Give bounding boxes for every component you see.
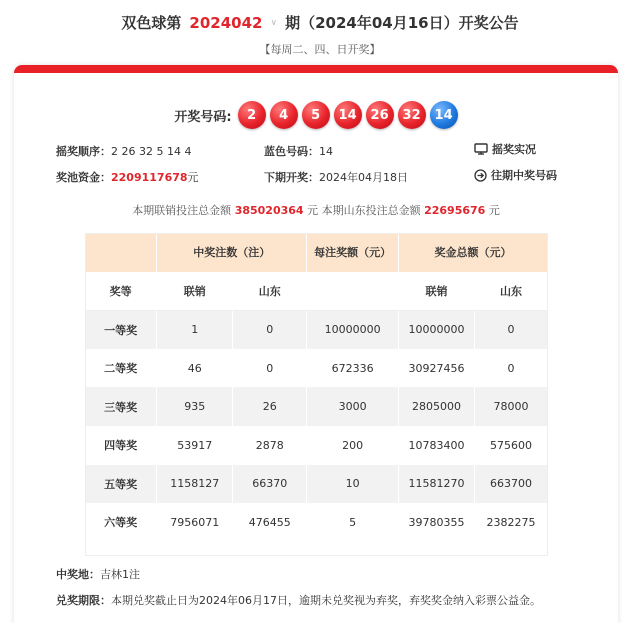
header-total: 奖金总额（元） — [399, 233, 548, 272]
table-sub-header — [85, 272, 548, 311]
per-bet: 672336 — [307, 349, 399, 388]
winner-location-label: 中奖地： — [56, 568, 100, 581]
result-card — [14, 65, 618, 623]
arrow-circle-icon[interactable] — [474, 169, 487, 182]
draw-video-link[interactable] — [474, 141, 536, 157]
red-ball: 4 — [270, 101, 298, 129]
total-sd: 575600 — [475, 426, 548, 465]
red-ball: 14 — [334, 101, 362, 129]
draw-video-label[interactable]: 摇奖实况 — [492, 143, 536, 156]
winners-joint: 1 — [157, 310, 233, 349]
total-joint: 10783400 — [399, 426, 475, 465]
prize-level: 六等奖 — [85, 503, 157, 542]
title-suffix: 期（2024年04月16日）开奖公告 — [285, 14, 519, 32]
joint-sales-prefix: 本期联销投注总金额 — [132, 204, 232, 217]
per-bet: 5 — [307, 503, 399, 542]
winner-location-value: 吉林1注 — [100, 568, 140, 581]
claim-deadline-label: 兑奖期限： — [56, 594, 111, 607]
winners-sd: 2878 — [233, 426, 307, 465]
shandong-sales-amount: 22695676 — [424, 204, 486, 217]
winners-joint: 935 — [157, 387, 233, 426]
header-total-joint: 联销 — [399, 272, 475, 311]
total-sd: 2382275 — [475, 503, 548, 542]
total-sd: 0 — [475, 349, 548, 388]
header-winners-joint: 联销 — [157, 272, 233, 311]
prize-pool-unit: 元 — [187, 171, 199, 184]
total-sd: 78000 — [475, 387, 548, 426]
total-sd: 0 — [475, 310, 548, 349]
red-ball: 2 — [238, 101, 266, 129]
table-row — [85, 310, 548, 349]
prize-level: 五等奖 — [85, 465, 157, 504]
prize-level: 三等奖 — [85, 387, 157, 426]
issue-number[interactable]: 2024042 — [189, 13, 263, 32]
sales-unit: 元 — [488, 204, 500, 217]
table-group-header — [85, 233, 548, 272]
winners-sd: 26 — [233, 387, 307, 426]
prize-table — [85, 233, 548, 542]
total-sd: 663700 — [475, 465, 548, 504]
red-ball: 32 — [398, 101, 426, 129]
announcement-header — [0, 12, 640, 57]
next-draw-field — [264, 169, 408, 185]
red-ball: 26 — [366, 101, 394, 129]
table-row — [85, 387, 548, 426]
chevron-down-icon[interactable]: ∨ — [270, 17, 278, 28]
next-draw-value: 2024年04月18日 — [319, 171, 408, 184]
joint-sales-amount: 385020364 — [234, 204, 304, 217]
shandong-sales-label: 元 本期山东投注总金额 — [307, 204, 421, 217]
draw-schedule: 【每周二、四、日开奖】 — [259, 43, 381, 56]
winners-sd: 476455 — [233, 503, 307, 542]
winners-sd: 0 — [233, 349, 307, 388]
per-bet: 10000000 — [307, 310, 399, 349]
prize-pool-row — [56, 169, 199, 185]
winners-joint: 7956071 — [157, 503, 233, 542]
table-row — [85, 465, 548, 504]
prize-pool-value: 2209117678 — [111, 171, 188, 184]
per-bet: 200 — [307, 426, 399, 465]
header-per-bet-blank — [307, 272, 399, 311]
winners-sd: 66370 — [233, 465, 307, 504]
header-winners-sd: 山东 — [233, 272, 307, 311]
blue-number-field — [264, 143, 333, 159]
draw-order-label: 摇奖顺序： — [56, 145, 111, 158]
prize-pool-label: 奖池资金： — [56, 171, 111, 184]
winning-numbers — [14, 101, 618, 129]
per-bet: 10 — [307, 465, 399, 504]
winner-location — [56, 566, 140, 582]
draw-order-value: 2 26 32 5 14 4 — [111, 145, 192, 158]
monitor-icon[interactable] — [474, 143, 488, 155]
total-joint: 2805000 — [399, 387, 475, 426]
winners-joint: 46 — [157, 349, 233, 388]
winning-numbers-label: 开奖号码: — [174, 109, 232, 125]
history-label[interactable]: 往期中奖号码 — [491, 169, 557, 182]
total-joint: 11581270 — [399, 465, 475, 504]
table-row — [85, 503, 548, 542]
header-winners: 中奖注数（注） — [157, 233, 307, 272]
header-per-bet: 每注奖额（元） — [307, 233, 399, 272]
winners-joint: 1158127 — [157, 465, 233, 504]
total-joint: 30927456 — [399, 349, 475, 388]
total-joint: 39780355 — [399, 503, 475, 542]
per-bet: 3000 — [307, 387, 399, 426]
header-total-sd: 山东 — [475, 272, 548, 311]
header-blank — [85, 233, 157, 272]
title-row — [0, 12, 640, 33]
draw-order-row — [56, 143, 191, 159]
blue-ball: 14 — [430, 101, 458, 129]
prize-level: 一等奖 — [85, 310, 157, 349]
red-ball: 5 — [302, 101, 330, 129]
winners-sd: 0 — [233, 310, 307, 349]
prize-level: 二等奖 — [85, 349, 157, 388]
claim-deadline — [56, 592, 541, 608]
blue-number-label: 蓝色号码： — [264, 145, 319, 158]
prize-level: 四等奖 — [85, 426, 157, 465]
blue-number-value: 14 — [319, 145, 333, 158]
sales-totals — [14, 202, 618, 218]
total-joint: 10000000 — [399, 310, 475, 349]
next-draw-label: 下期开奖： — [264, 171, 319, 184]
history-link[interactable] — [474, 167, 557, 183]
table-row — [85, 349, 548, 388]
header-level: 奖等 — [85, 272, 157, 311]
claim-deadline-value: 本期兑奖截止日为2024年06月17日，逾期未兑奖视为弃奖，弃奖奖金纳入彩票公益金。 — [111, 594, 541, 607]
table-row — [85, 426, 548, 465]
lottery-name: 双色球第 — [121, 14, 182, 32]
winners-joint: 53917 — [157, 426, 233, 465]
issue-selector[interactable] — [189, 14, 277, 32]
